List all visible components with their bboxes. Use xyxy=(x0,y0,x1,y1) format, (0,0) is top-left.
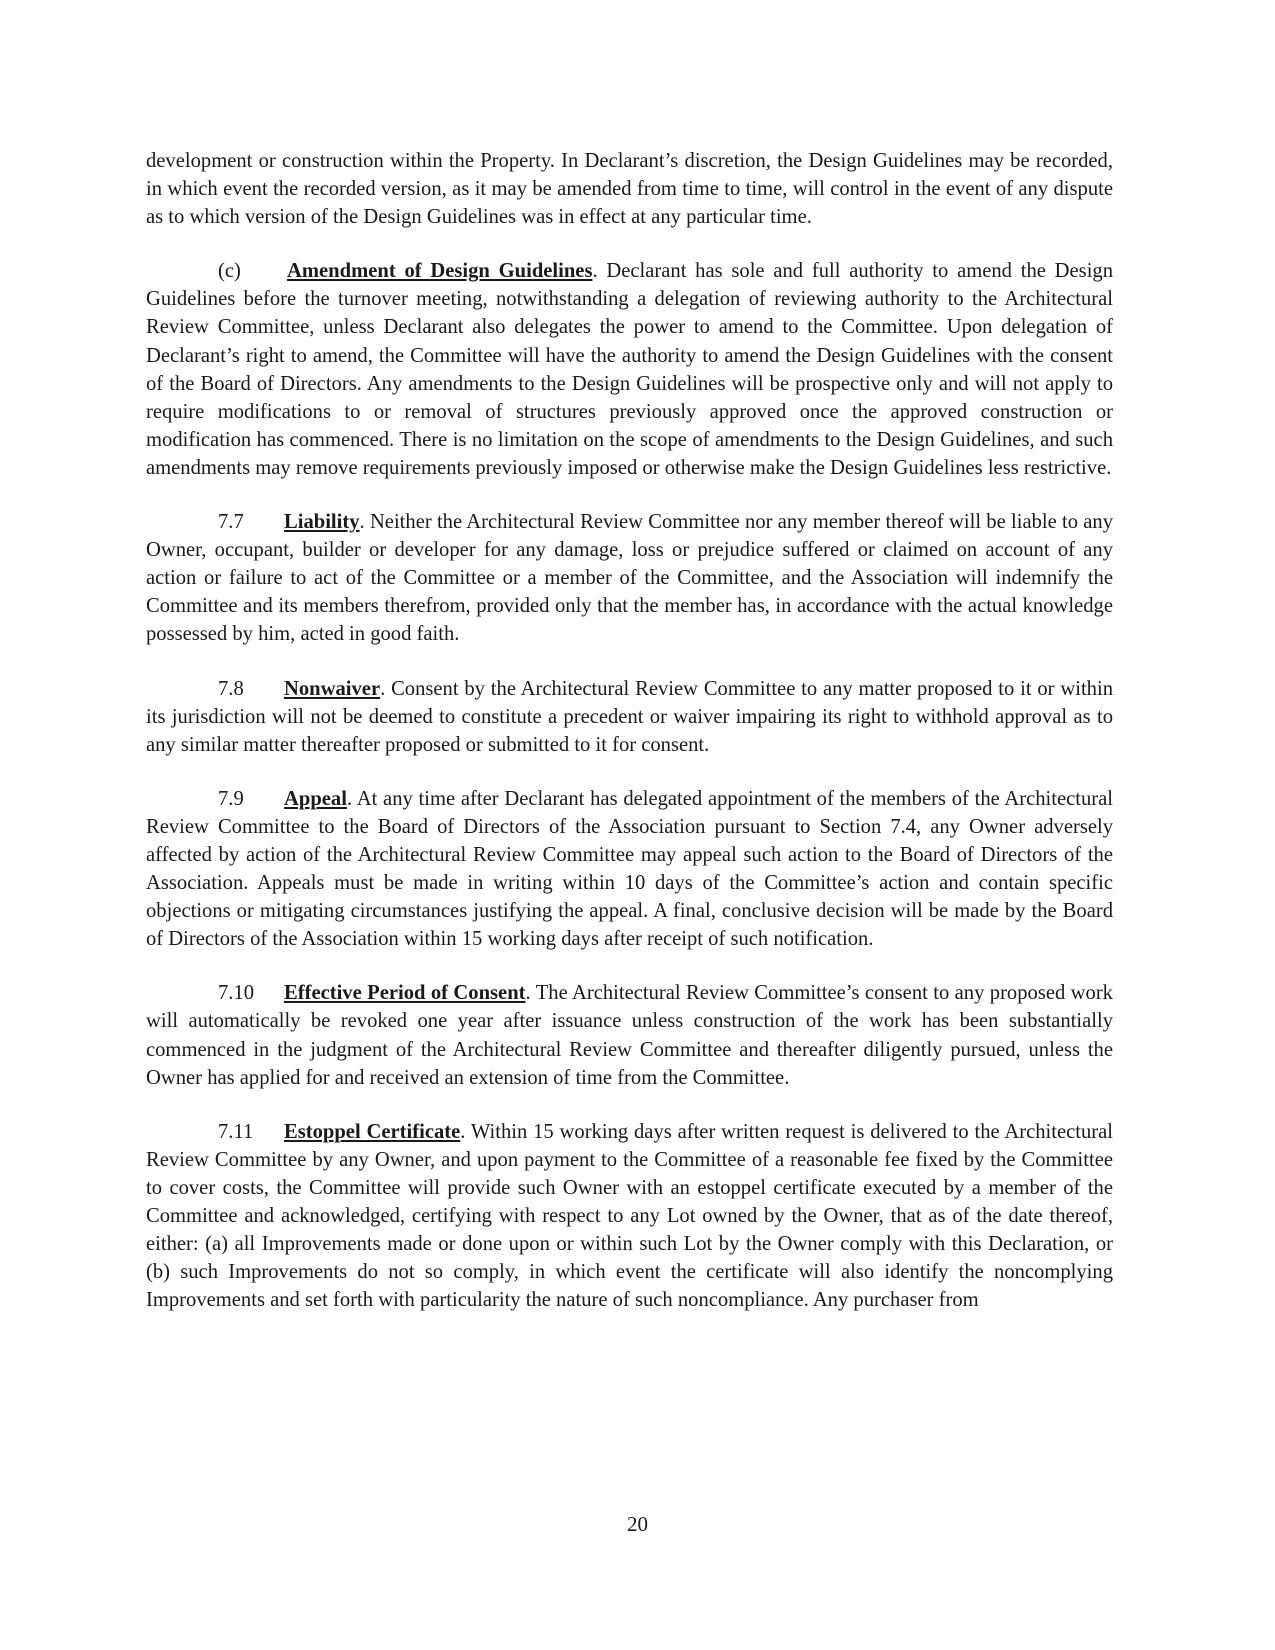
subsection-c-amendment-of-design-guidelines: (c) Amendment of Design Guidelines. Declarant has sole and full authority to amend the Design Guidelines before the turnover meeting, notwithstanding a delegation of reviewing authority to the Architectural Review Committee, unless Declarant also delegates the power to amend to the Committee. Upon delegation of Declarant’s right to amend, the Committee will have the authority to amend the Design Guidelines with the consent of the Board of Directors. Any amendments to the Design Guidelines will be prospective only and will not apply to require modifications to or removal of structures previously approved once the approved construction or modification has commenced. There is no limitation on the scope of amendments to the Design Guidelines, and such amendments may remove requirements previously imposed or otherwise make the Design Guidelines less restrictive. xyxy=(146,257,1113,482)
section-heading: Liability xyxy=(284,511,360,534)
section-number: 7.7 xyxy=(218,511,244,534)
section-7-7-liability: 7.7 Liability. Neither the Architectural Review Committee nor any member thereof will be liable to any Owner, occupant, builder or developer for any damage, loss or prejudice suffered or claimed on account of any action or failure to act of the Committee or a member of the Committee, and the Association will indemnify the Committee and its members therefrom, provided only that the member has, in accordance with the actual knowledge possessed by him, acted in good faith. xyxy=(146,508,1113,648)
document-page xyxy=(146,147,1113,1314)
section-7-11-estoppel-certificate: 7.11 Estoppel Certificate. Within 15 working days after written request is delivered to the Architectural Review Committee by any Owner, and upon payment to the Committee of a reasonable fee fixed by the Committee to cover costs, the Committee will provide such Owner with an estoppel certificate executed by a member of the Committee and acknowledged, certifying with respect to any Lot owned by the Owner, that as of the date thereof, either: (a) all Improvements made or done upon or within such Lot by the Owner comply with this Declaration, or (b) such Improvements do not so comply, in which event the certificate will also identify the noncomplying Improvements and set forth with particularity the nature of such noncompliance. Any purchaser from xyxy=(146,1118,1113,1315)
section-number: 7.8 xyxy=(218,677,244,700)
section-body: The Architectural Review Committee’s consent to any proposed work will automatically be revoked one year after issuance unless construction of the work has been substantially commenced in the judgment of the Architectural Review Committee and thereafter diligently pursued, unless the Owner has applied for and received an extension of time from the Committee. xyxy=(146,982,1113,1089)
section-7-8-nonwaiver: 7.8 Nonwaiver. Consent by the Architectural Review Committee to any matter proposed to it or within its jurisdiction will not be deemed to constitute a precedent or waiver impairing its right to withhold approval as to any similar matter thereafter proposed or submitted to it for consent. xyxy=(146,675,1113,759)
section-heading: Effective Period of Consent xyxy=(284,982,526,1005)
section-number: 7.11 xyxy=(218,1120,254,1143)
section-7-9-appeal: 7.9 Appeal. At any time after Declarant has delegated appointment of the members of the Architectural Review Committee to the Board of Directors of the Association pursuant to Section 7.4, any Owner adversely affected by action of the Architectural Review Committee may appeal such action to the Board of Directors of the Association. Appeals must be made in writing within 10 days of the Committee’s action and contain specific objections or mitigating circumstances justifying the appeal. A final, conclusive decision will be made by the Board of Directors of the Association within 15 working days after receipt of such notification. xyxy=(146,785,1113,954)
section-body: Neither the Architectural Review Committee nor any member thereof will be liable to any Owner, occupant, builder or developer for any damage, loss or prejudice suffered or claimed on account of any action or failure to act of the Committee or a member of the Committee, and the Association will indemnify the Committee and its members therefrom, provided only that the member has, in accordance with the actual knowledge possessed by him, acted in good faith. xyxy=(146,511,1113,646)
subsection-heading: Amendment of Design Guidelines xyxy=(287,260,593,283)
continuation-paragraph: development or construction within the Property. In Declarant’s discretion, the Design Guidelines may be recorded, in which event the recorded version, as it may be amended from time to time, will control in the event of any dispute as to which version of the Design Guidelines was in effect at any particular time. xyxy=(146,150,1113,229)
section-body: Within 15 working days after written request is delivered to the Architectural Review Committee by any Owner, and upon payment to the Committee of a reasonable fee fixed by the Committee to cover costs, the Committee will provide such Owner with an estoppel certificate executed by a member of the Committee and acknowledged, certifying with respect to any Lot owned by the Owner, that as of the date thereof, either: (a) all Improvements made or done upon or within such Lot by the Owner comply with this Declaration, or (b) such Improvements do not so comply, in which event the certificate will also identify the noncomplying Improvements and set forth with particularity the nature of such noncompliance. Any purchaser from xyxy=(146,1120,1113,1312)
section-heading: Appeal xyxy=(284,787,347,810)
section-number: 7.10 xyxy=(218,982,255,1005)
section-7-10-effective-period-of-consent: 7.10 Effective Period of Consent. The Architectural Review Committee’s consent to any proposed work will automatically be revoked one year after issuance unless construction of the work has been substantially commenced in the judgment of the Architectural Review Committee and thereafter diligently pursued, unless the Owner has applied for and received an extension of time from the Committee. xyxy=(146,979,1113,1091)
section-heading: Estoppel Certificate xyxy=(284,1120,461,1143)
section-body: Consent by the Architectural Review Committee to any matter proposed to it or within its jurisdiction will not be deemed to constitute a precedent or waiver impairing its right to withhold approval as to any similar matter thereafter proposed or submitted to it for consent. xyxy=(146,677,1113,756)
section-number: 7.9 xyxy=(218,787,244,810)
section-body: At any time after Declarant has delegated appointment of the members of the Architectural Review Committee to the Board of Directors of the Association pursuant to Section 7.4, any Owner adversely affected by action of the Architectural Review Committee may appeal such action to the Board of Directors of the Association. Appeals must be made in writing within 10 days of the Committee’s action and contain specific objections or mitigating circumstances justifying the appeal. A final, conclusive decision will be made by the Board of Directors of the Association within 15 working days after receipt of such notification. xyxy=(146,787,1113,951)
subsection-body: Declarant has sole and full authority to amend the Design Guidelines before the turnover meeting, notwithstanding a delegation of reviewing authority to the Architectural Review Committee, unless Declarant also delegates the power to amend to the Committee. Upon delegation of Declarant’s right to amend, the Committee will have the authority to amend the Design Guidelines with the consent of the Board of Directors. Any amendments to the Design Guidelines will be prospective only and will not apply to require modifications to or removal of structures previously approved once the approved construction or modification has commenced. There is no limitation on the scope of amendments to the Design Guidelines, and such amendments may remove requirements previously imposed or otherwise make the Design Guidelines less restrictive. xyxy=(146,260,1114,479)
page-number: 20 xyxy=(627,1512,648,1536)
section-heading: Nonwaiver xyxy=(284,677,381,700)
subsection-number: (c) xyxy=(218,260,241,283)
